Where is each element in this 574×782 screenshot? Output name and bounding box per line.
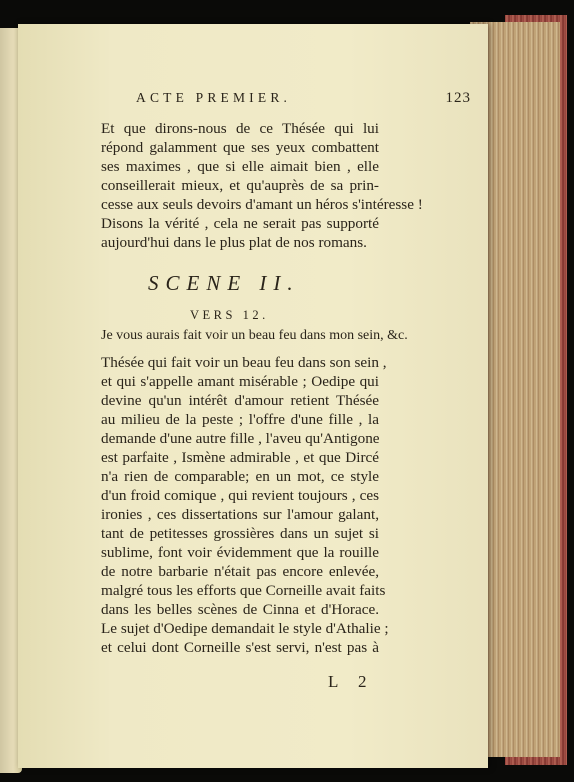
text-line: Et que dirons-nous de ce Thésée qui lui (101, 120, 379, 137)
text-line: dans les belles scènes de Cinna et d'Horace. (101, 601, 379, 618)
text-line: malgré tous les efforts que Corneille avait faits (101, 582, 386, 599)
text-line: cesse aux seuls devoirs d'amant un héros s'intéresse ! (101, 196, 423, 213)
text-line: n'a rien de comparable; en un mot, ce style (101, 468, 379, 485)
text-line: Disons la vérité , cela ne serait pas supporté (101, 215, 379, 232)
text-line: répond galamment que ses yeux combattent (101, 139, 379, 156)
text-line: demande d'une autre fille , l'aveu qu'Antigone (101, 430, 380, 447)
signature-mark: L 2 (328, 672, 375, 691)
text-line: ses maximes , que si elle aimait bien , elle (101, 158, 379, 175)
text-line: Le sujet d'Oedipe demandait le style d'Athalie ; (101, 620, 389, 637)
running-head (136, 90, 471, 106)
text-line: et qui s'appelle amant misérable ; Oedipe qui (101, 373, 379, 390)
running-head-title: ACTE PREMIER. (136, 90, 292, 105)
text-line: de notre barbarie n'était pas encore enlevée, (101, 563, 379, 580)
text-line: tant de petitesses grossières dans un sujet si (101, 525, 379, 542)
quote-line: Je vous aurais fait voir un beau feu dans mon sein, &c. (101, 328, 408, 343)
text-line: au milieu de la peste ; l'offre d'une fille , la (101, 411, 379, 428)
text-line: est parfaite , Ismène admirable , et que Dircé (101, 449, 379, 466)
text-line: Thésée qui fait voir un beau feu dans son sein , (101, 354, 387, 371)
page-number: 123 (445, 90, 471, 106)
text-line: et celui dont Corneille s'est servi, n'est pas à (101, 639, 379, 656)
book-page (18, 24, 488, 768)
text-line: d'un froid comique , qui revient toujours , ces (101, 487, 379, 504)
text-line: sublime, font voir évidemment que la rouille (101, 544, 379, 561)
verse-heading: VERS 12. (190, 308, 269, 322)
text-line: conseillerait mieux, et qu'auprès de sa prin- (101, 177, 379, 194)
text-line: devine qu'un intérêt d'amour retient Thésée (101, 392, 379, 409)
text-line: aujourd'hui dans le plus plat de nos romans. (101, 234, 367, 251)
scene-heading: SCENE II. (148, 271, 300, 295)
text-line: ironies , ces dissertations sur l'amour galant, (101, 506, 379, 523)
